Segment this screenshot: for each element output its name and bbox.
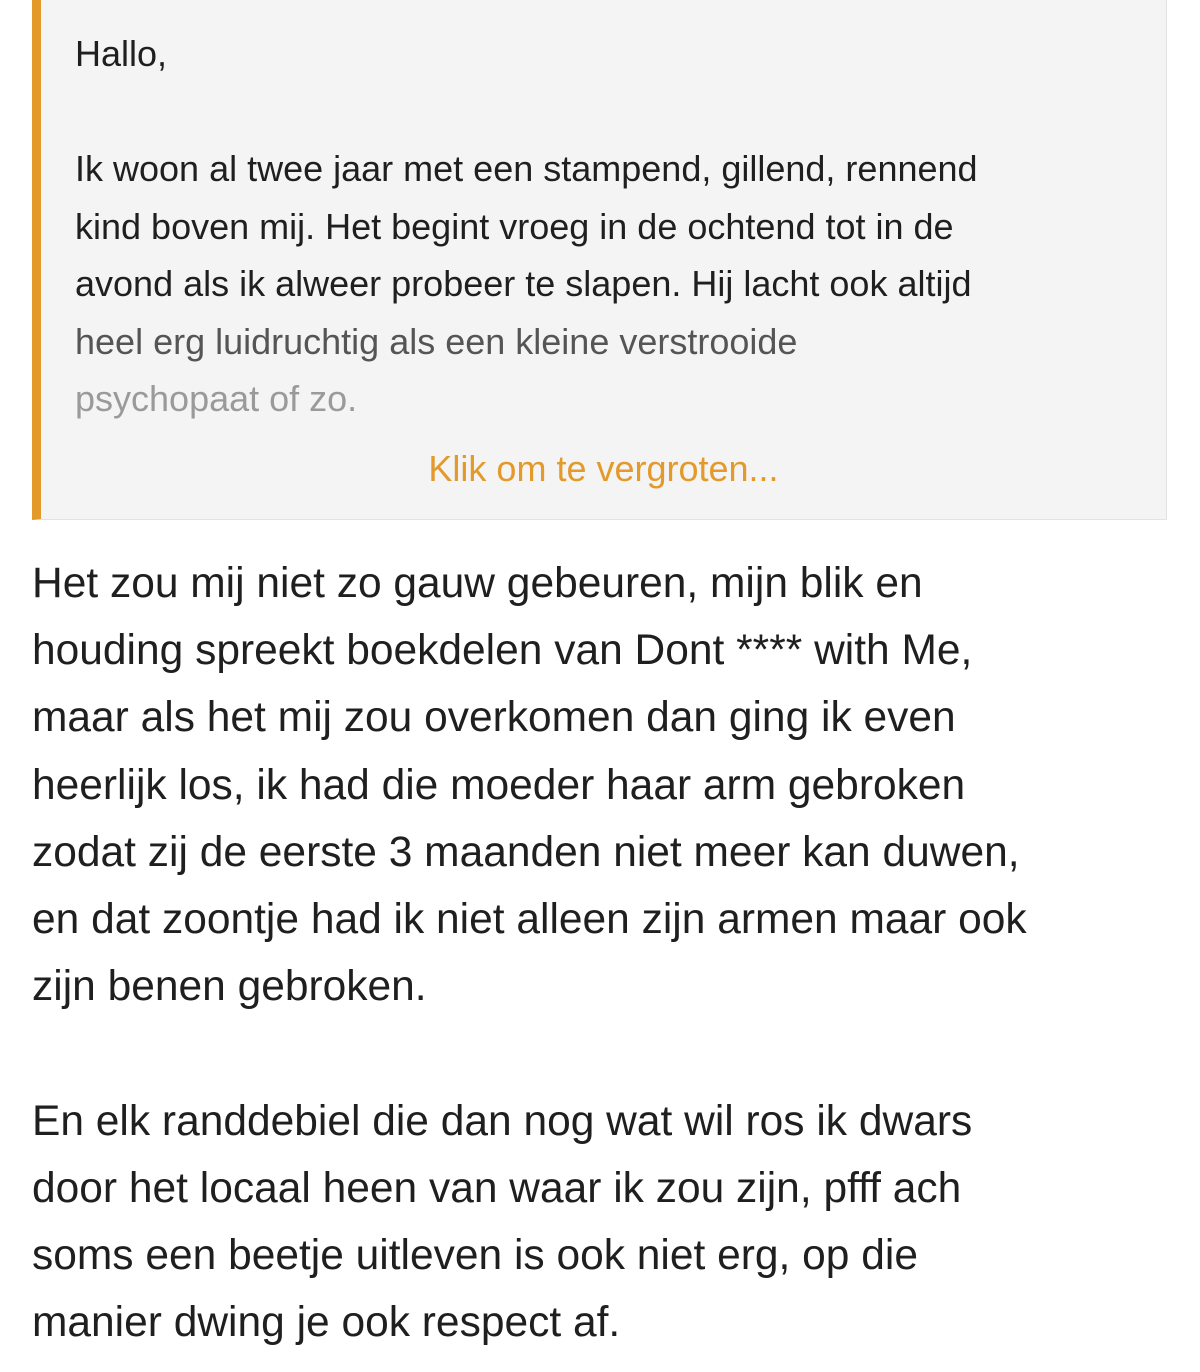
post-line: zodat zij de eerste 3 maanden niet meer kan duwen, — [32, 828, 1020, 876]
post-paragraph-2 — [32, 1088, 1182, 1357]
post-message — [32, 550, 1182, 1356]
post-line: soms een beetje uitleven is ook niet erg, op die — [32, 1232, 918, 1280]
quote-line-faded-more: psychopaat of zo. — [75, 378, 358, 419]
post-line: door het locaal heen van waar ik zou zijn, pfff ach — [32, 1164, 962, 1212]
quote-block — [32, 0, 1167, 520]
post-line: Het zou mij niet zo gauw gebeuren, mijn blik en — [32, 560, 923, 607]
quote-text — [75, 25, 1155, 428]
post-line: zijn benen gebroken. — [32, 963, 427, 1011]
quote-paragraph — [75, 140, 1155, 428]
quote-line: Ik woon al twee jaar met een stampend, gillend, rennend — [75, 148, 978, 189]
post-paragraph-1 — [32, 550, 1182, 1020]
quote-line: kind boven mij. Het begint vroeg in de ochtend tot in de — [75, 205, 954, 247]
expand-quote-link[interactable]: Klik om te vergroten... — [428, 448, 779, 489]
post-line: en dat zoontje had ik niet alleen zijn armen maar ook — [32, 896, 1027, 944]
post-line: En elk randdebiel die dan nog wat wil ros ik dwars — [32, 1097, 973, 1145]
post-line: heerlijk los, ik had die moeder haar arm gebroken — [32, 761, 966, 809]
post-line: manier dwing je ook respect af. — [32, 1299, 621, 1347]
quote-greeting: Hallo, — [75, 33, 168, 74]
post-line: maar als het mij zou overkomen dan ging ik even — [32, 694, 956, 742]
post-line: houding spreekt boekdelen van Dont **** with Me, — [32, 627, 973, 675]
quote-line-faded: heel erg luidruchtig als een kleine verstrooide — [75, 320, 798, 362]
quote-line: avond als ik alweer probeer te slapen. Hij lacht ook altijd — [75, 263, 972, 304]
